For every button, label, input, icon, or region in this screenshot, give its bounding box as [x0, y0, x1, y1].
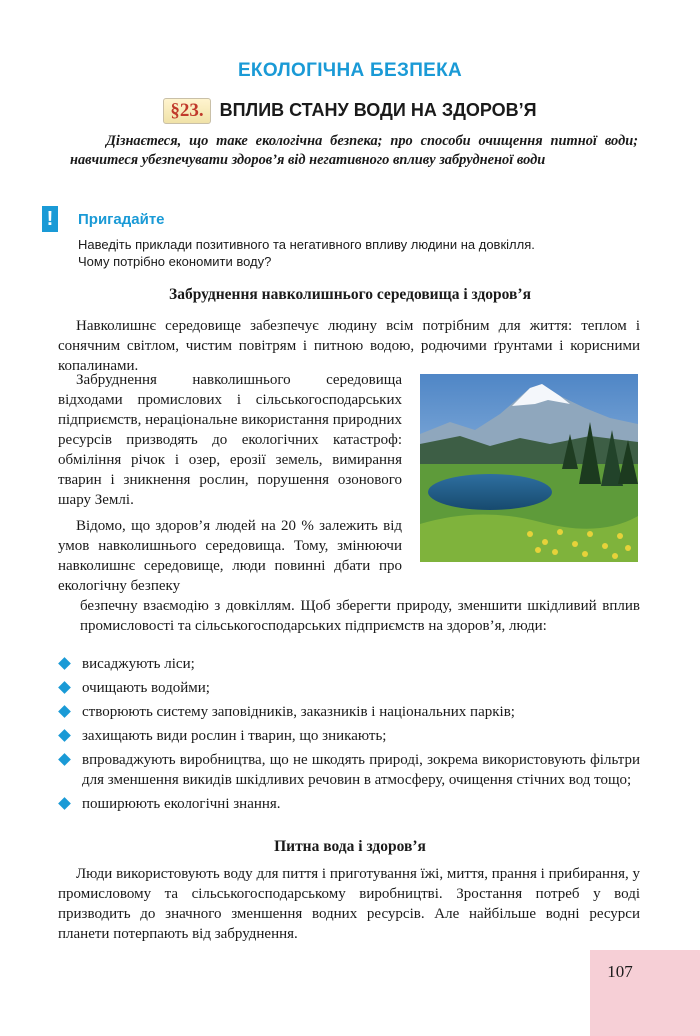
paragraph: Відомо, що здоров’я людей на 20 % залежить від умов навколишнього середовища. Тому, змінюючи навколишнє середовище, люди повинні дбати про екологічну безпеку: [58, 518, 402, 594]
paragraph-number: §23.: [163, 98, 210, 124]
paragraph: Забруднення навколишнього середовища відходами промислових і сільськогосподарських підприємств, нераціональне використання природних ресурсів призводять до екологічних катастроф: обміління річок і озер, ерозії земель, вимирання тварин і зникнення рослин, порушення озонового шару Землі.: [58, 372, 402, 508]
section-title: ЕКОЛОГІЧНА БЕЗПЕКА: [237, 60, 463, 81]
paragraph: Люди використовують воду для пиття і приготування їжі, миття, прання і прибирання, у промисловому та сільськогосподарському виробництві. Зростання потреб у воді призводить до значного зменшення водних ресурсів. Але найбільше водні ресурси планети потерпають від забруднення.: [58, 866, 640, 942]
diamond-bullet-icon: [58, 729, 71, 742]
mountain-lake-photo: [420, 374, 638, 562]
paragraph: Навколишнє середовище забезпечує людину всім потрібним для життя: теплом і сонячним світлом, чистим повітрям і питною водою, родючими ґрунтами і корисними копалинами.: [58, 318, 640, 374]
paragraph-title: [0, 98, 700, 124]
paragraph-title-text: ВПЛИВ СТАНУ ВОДИ НА ЗДОРОВ’Я: [219, 100, 537, 120]
recall-heading: Пригадайте: [78, 211, 165, 228]
section-heading-pollution: Забруднення навколишнього середовища і здоров’я: [169, 286, 531, 303]
section-heading-drinking-water: Питна вода і здоров’я: [274, 838, 426, 855]
list-item: висаджують ліси;: [58, 654, 640, 674]
diamond-bullet-icon: [58, 681, 71, 694]
list-item: впроваджують виробництва, що не шкодять природі, зокрема використовують фільтри для зменшення викидів шкідливих речовин в атмосферу, очищення стічних вод тощо;: [58, 750, 640, 790]
bullet-list: [58, 654, 640, 818]
page-number: 107: [607, 962, 633, 981]
diamond-bullet-icon: [58, 797, 71, 810]
diamond-bullet-icon: [58, 753, 71, 766]
recall-question: Чому потрібно економити воду?: [78, 254, 272, 269]
exclamation-icon: !: [42, 206, 58, 232]
diamond-bullet-icon: [58, 657, 71, 670]
intro-text: Дізнаєтеся, що таке екологічна безпека; про способи очищення питної води; навчитеся убезпечувати здоров’я від негативного впливу забрудненої води: [70, 133, 638, 168]
landscape-image: [420, 374, 638, 562]
recall-questions: [78, 236, 638, 270]
diamond-bullet-icon: [58, 705, 71, 718]
list-item: поширюють екологічні знання.: [58, 794, 640, 814]
list-item: очищають водойми;: [58, 678, 640, 698]
list-item: захищають види рослин і тварин, що зникають;: [58, 726, 640, 746]
recall-question: Наведіть приклади позитивного та негативного впливу людини на довкілля.: [78, 237, 535, 252]
list-item: створюють систему заповідників, заказників і національних парків;: [58, 702, 640, 722]
paragraph-continuation: безпечну взаємодію з довкіллям. Щоб зберегти природу, зменшити шкідливий вплив промисловості та сільськогосподарських підприємств на здоров’я, люди:: [80, 598, 640, 634]
